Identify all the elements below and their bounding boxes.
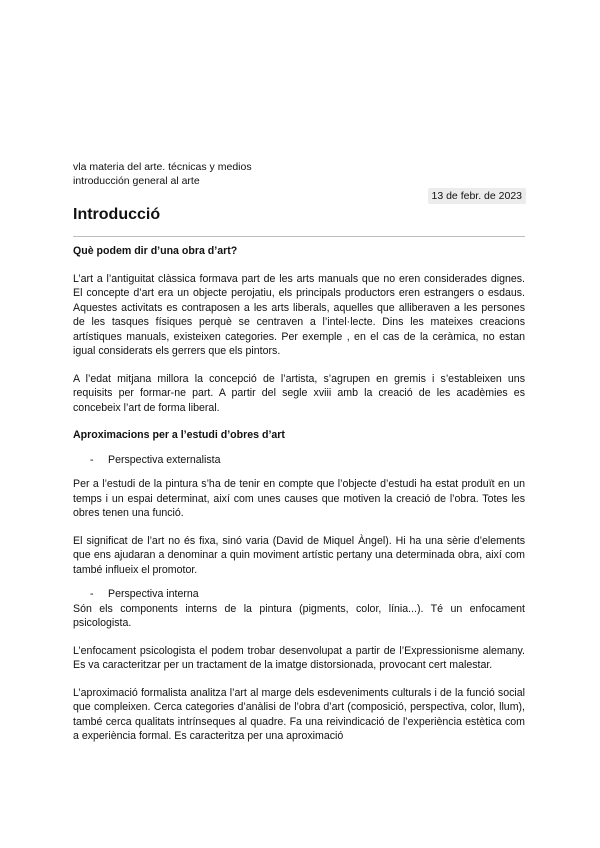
paragraph-1: L’art a l’antiguitat clàssica formava part de les arts manuals que no eren considerades dignes. El concepte d’art era un objecte perojatiu, els principals productors eren estrangers o esdaus. Aquestes activitats es contraposen a les arts liberals, aquelles que alliberaven a les persones de les tasques físiques perquè se centraven a l’intel·lecte. Dins les mateixes creacions artístiques manuals, existeixen categories. Per exemple , en el cas de la ceràmica, no estan igual considerats els gerrers que els pintors.	[73, 272, 525, 357]
bullet-externalist: Perspectiva externalista	[108, 453, 221, 466]
date-badge: 13 de febr. de 2023	[428, 188, 527, 204]
title-divider	[73, 236, 525, 237]
list-item	[73, 587, 525, 602]
paragraph-6: L’enfocament psicologista el podem trobar desenvolupat a partir de l’Expressionisme alemany. Es va caracteritzar per un tractament de la imatge distorsionada, provocant cert malestar.	[73, 644, 525, 671]
section-heading-approaches: Aproximacions per a l’estudi d’obres d’art	[73, 429, 285, 441]
list-item	[73, 453, 525, 468]
paragraph-2: A l’edat mitjana millora la concepció de l’artista, s’agrupen en gremis i s’estableixen uns requisits per formar-ne part. A partir del segle xviii amb la creació de les acadèmies es concebeix l’art de forma liberal.	[73, 372, 525, 414]
bullet-internal: Perspectiva interna	[108, 588, 199, 600]
paragraph-3: Per a l’estudi de la pintura s’ha de tenir en compte que l’objecte d’estudi ha estat produït en un temps i un espai determinat, així com unes causes que motiven la creació de l’obra. Totes les obres tenen una funció.	[73, 478, 525, 519]
header-subject: vla materia del arte. técnicas y medios	[73, 161, 252, 173]
paragraph-7: L’aproximació formalista analitza l’art al marge dels esdeveniments culturals i de la funció social que compleixen. Cerca categories d’anàlisi de l’obra d’art (composició, perspectiva, color, llum), també cerca qualitats intrínseques al quadre. Fa una reivindicació de l’experiència estètica com a experiència formal. Es caracteritza per una aproximació	[73, 686, 525, 742]
paragraph-5: Són els components interns de la pintura (pigments, color, línia...). Té un enfocament psicologista.	[73, 602, 525, 629]
document-body	[73, 244, 525, 744]
section-heading-question: Què podem dir d’una obra d’art?	[73, 245, 238, 257]
dash-bullet: -	[90, 453, 94, 466]
paragraph-4: El significat de l’art no és fixa, sinó varia (David de Miquel Àngel). Hi ha una sèrie d’elements que ens ajudaran a denominar a quin moviment artístic pertany una determinada obra, així com també influeix el promotor.	[73, 534, 525, 576]
dash-bullet: -	[90, 588, 94, 600]
page-title: Introducció	[73, 206, 161, 223]
header-topic: introducción general al arte	[73, 175, 200, 187]
